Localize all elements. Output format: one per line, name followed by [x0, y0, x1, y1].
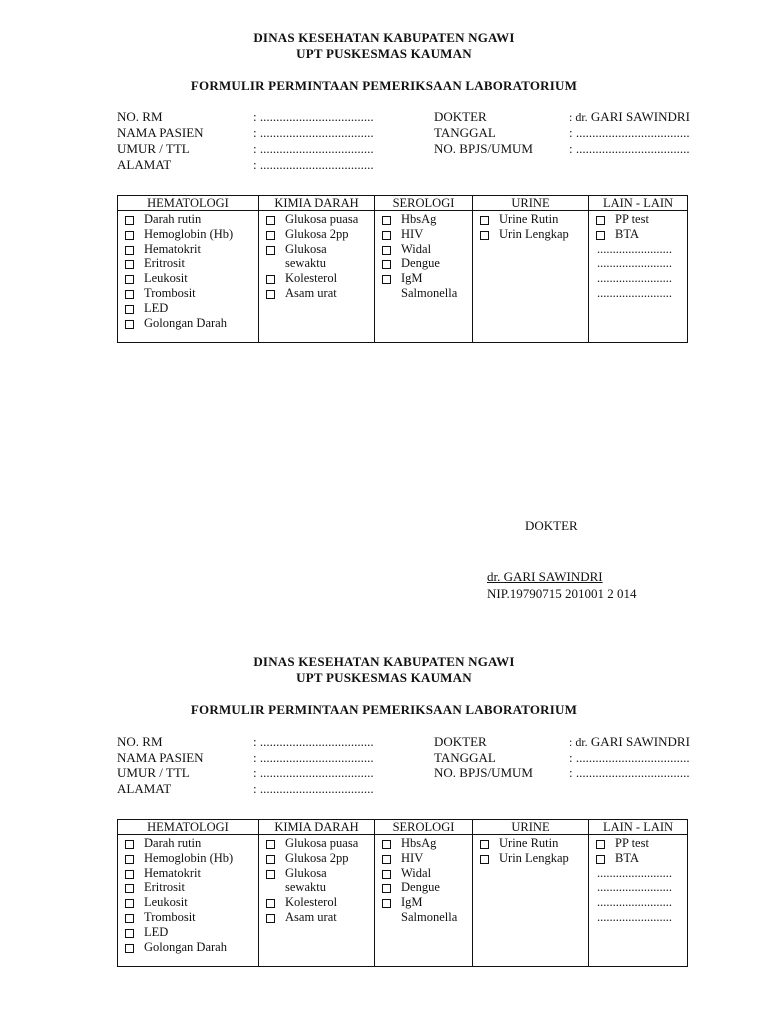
- checkbox-icon[interactable]: [266, 870, 275, 879]
- item-label: Hematokrit: [144, 865, 201, 880]
- checkbox-item[interactable]: [381, 880, 468, 895]
- form-title: FORMULIR PERMINTAAN PEMERIKSAAN LABORATORIUM: [190, 702, 578, 717]
- lab-table: [117, 819, 688, 967]
- checkbox-icon[interactable]: [125, 884, 134, 893]
- tanggal-field[interactable]: : ...................................: [569, 750, 690, 765]
- checkbox-icon[interactable]: [382, 231, 391, 240]
- label-nama-pasien: NAMA PASIEN: [117, 125, 204, 140]
- item-label: LED: [144, 300, 169, 315]
- checkbox-item[interactable]: [124, 301, 254, 316]
- checkbox-icon[interactable]: [596, 216, 605, 225]
- item-label: Kolesterol: [285, 895, 338, 910]
- checkbox-icon[interactable]: [266, 290, 275, 299]
- checkbox-icon[interactable]: [266, 899, 275, 908]
- item-label: Darah rutin: [144, 836, 202, 850]
- label-tanggal: TANGGAL: [434, 750, 496, 765]
- checkbox-icon[interactable]: [125, 260, 134, 269]
- checkbox-item[interactable]: [265, 866, 370, 896]
- checkbox-item[interactable]: [124, 836, 254, 851]
- item-label: Glukosa puasa: [285, 836, 359, 850]
- blank-line[interactable]: ........................: [597, 241, 672, 256]
- checkbox-icon[interactable]: [125, 840, 134, 849]
- header-urine: URINE: [473, 820, 589, 835]
- item-label: BTA: [615, 850, 639, 865]
- blank-line[interactable]: ........................: [597, 909, 672, 924]
- checkbox-icon[interactable]: [596, 840, 605, 849]
- blank-line[interactable]: ........................: [597, 895, 672, 910]
- puskesmas-title: UPT PUSKESMAS KAUMAN: [296, 670, 472, 685]
- checkbox-item[interactable]: [381, 271, 468, 301]
- item-label: BTA: [615, 226, 639, 241]
- item-label: IgM Salmonella: [401, 895, 458, 924]
- dokter-name: GARI SAWINDRI: [590, 109, 690, 124]
- checkbox-item[interactable]: [124, 925, 254, 940]
- no-rm-field[interactable]: : ...................................: [253, 109, 374, 124]
- tanggal-field[interactable]: : ...................................: [569, 125, 690, 140]
- checkbox-icon[interactable]: [125, 855, 134, 864]
- checkbox-item[interactable]: [265, 836, 370, 851]
- item-label: Eritrosit: [144, 880, 185, 895]
- checkbox-item[interactable]: [265, 286, 370, 301]
- checkbox-item[interactable]: [124, 286, 254, 301]
- checkbox-icon[interactable]: [596, 231, 605, 240]
- checkbox-item[interactable]: [265, 212, 370, 227]
- checkbox-item[interactable]: [381, 895, 468, 925]
- checkbox-icon[interactable]: [382, 275, 391, 284]
- col-hematologi: [118, 835, 259, 967]
- umur-field[interactable]: : ...................................: [253, 141, 374, 156]
- label-tanggal: TANGGAL: [434, 125, 496, 140]
- item-label: Glukosa puasa: [285, 212, 359, 226]
- no-rm-field[interactable]: : ...................................: [253, 734, 374, 749]
- agency-title: DINAS KESEHATAN KABUPATEN NGAWI: [253, 30, 515, 45]
- checkbox-icon[interactable]: [266, 275, 275, 284]
- checkbox-icon[interactable]: [125, 231, 134, 240]
- signature-prefix: dr.: [487, 569, 501, 584]
- item-label: PP test: [615, 212, 649, 226]
- checkbox-item[interactable]: [381, 227, 468, 242]
- item-label: Trombosit: [144, 909, 196, 924]
- header-lain-lain: LAIN - LAIN: [589, 196, 688, 211]
- item-label: Eritrosit: [144, 256, 185, 271]
- checkbox-icon[interactable]: [266, 840, 275, 849]
- alamat-field[interactable]: : ...................................: [253, 157, 374, 172]
- header-kimia-darah: KIMIA DARAH: [259, 820, 375, 835]
- checkbox-icon[interactable]: [125, 899, 134, 908]
- label-umur: UMUR / TTL: [117, 765, 190, 780]
- puskesmas-title: UPT PUSKESMAS KAUMAN: [296, 46, 472, 61]
- checkbox-icon[interactable]: [480, 216, 489, 225]
- checkbox-item[interactable]: [381, 256, 468, 271]
- checkbox-item[interactable]: [595, 212, 683, 227]
- label-no-rm: NO. RM: [117, 734, 163, 749]
- dokter-name: GARI SAWINDRI: [590, 734, 690, 749]
- item-label: Hemoglobin (Hb): [144, 226, 234, 241]
- item-label: Dengue: [401, 880, 440, 895]
- checkbox-item[interactable]: [265, 227, 370, 242]
- nama-pasien-field[interactable]: : ...................................: [253, 750, 374, 765]
- dokter-prefix: : dr.: [569, 110, 588, 124]
- checkbox-icon[interactable]: [596, 855, 605, 864]
- checkbox-item[interactable]: [595, 227, 683, 242]
- checkbox-item[interactable]: [124, 227, 254, 242]
- signature-nip: NIP.19790715 201001 2 014: [487, 586, 637, 601]
- label-no-rm: NO. RM: [117, 109, 163, 124]
- bpjs-field[interactable]: : ...................................: [569, 141, 690, 156]
- item-label: Leukosit: [144, 895, 188, 910]
- checkbox-icon[interactable]: [125, 929, 134, 938]
- checkbox-icon[interactable]: [125, 246, 134, 255]
- item-label: Kolesterol: [285, 271, 338, 286]
- checkbox-icon[interactable]: [382, 840, 391, 849]
- checkbox-icon[interactable]: [125, 870, 134, 879]
- item-label: HIV: [401, 226, 424, 241]
- label-alamat: ALAMAT: [117, 157, 172, 172]
- item-label: Leukosit: [144, 271, 188, 286]
- nama-pasien-field[interactable]: : ...................................: [253, 125, 374, 140]
- checkbox-item[interactable]: [479, 851, 584, 866]
- item-label: Glukosa 2pp: [285, 226, 349, 241]
- item-label: Asam urat: [285, 909, 337, 924]
- checkbox-icon[interactable]: [382, 246, 391, 255]
- label-bpjs: NO. BPJS/UMUM: [434, 765, 533, 780]
- checkbox-item[interactable]: [124, 880, 254, 895]
- checkbox-icon[interactable]: [382, 855, 391, 864]
- umur-field[interactable]: : ...................................: [253, 765, 374, 780]
- checkbox-item[interactable]: [124, 851, 254, 866]
- item-label: IgM Salmonella: [401, 271, 458, 300]
- blank-line[interactable]: ........................: [597, 271, 672, 286]
- checkbox-icon[interactable]: [125, 290, 134, 299]
- checkbox-icon[interactable]: [480, 231, 489, 240]
- signature-name: [487, 569, 603, 585]
- checkbox-item[interactable]: [381, 836, 468, 851]
- header-urine: URINE: [473, 196, 589, 211]
- bpjs-field[interactable]: : ...................................: [569, 765, 690, 780]
- item-label: Urine Rutin: [499, 212, 559, 226]
- item-label: HIV: [401, 850, 424, 865]
- checkbox-item[interactable]: [381, 212, 468, 227]
- checkbox-item[interactable]: [479, 836, 584, 851]
- item-label: Hematokrit: [144, 241, 201, 256]
- checkbox-item[interactable]: [124, 316, 254, 331]
- checkbox-item[interactable]: [479, 227, 584, 242]
- item-label: Urin Lengkap: [499, 850, 569, 865]
- item-label: Hemoglobin (Hb): [144, 850, 234, 865]
- item-label: Golongan Darah: [144, 315, 227, 330]
- item-label: Trombosit: [144, 285, 196, 300]
- agency-title: DINAS KESEHATAN KABUPATEN NGAWI: [253, 654, 515, 669]
- signature-name-text: GARI SAWINDRI: [503, 569, 603, 584]
- blank-line[interactable]: ........................: [597, 256, 672, 271]
- col-lain-lain: [589, 835, 688, 967]
- form-title: FORMULIR PERMINTAAN PEMERIKSAAN LABORATORIUM: [190, 78, 578, 93]
- item-label: Urin Lengkap: [499, 226, 569, 241]
- col-urine: [473, 835, 589, 967]
- label-alamat: ALAMAT: [117, 781, 172, 796]
- item-label: Glukosa sewaktu: [285, 241, 327, 271]
- checkbox-icon[interactable]: [125, 914, 134, 923]
- checkbox-item[interactable]: [265, 895, 370, 910]
- header-kimia-darah: KIMIA DARAH: [259, 196, 375, 211]
- checkbox-icon[interactable]: [382, 870, 391, 879]
- item-label: HbsAg: [401, 212, 437, 226]
- checkbox-icon[interactable]: [480, 840, 489, 849]
- header-hematologi: HEMATOLOGI: [118, 820, 259, 835]
- label-bpjs: NO. BPJS/UMUM: [434, 141, 533, 156]
- checkbox-item[interactable]: [124, 256, 254, 271]
- col-serologi: [375, 211, 473, 343]
- checkbox-item[interactable]: [265, 271, 370, 286]
- label-dokter: DOKTER: [434, 109, 487, 124]
- item-label: Urine Rutin: [499, 836, 559, 850]
- checkbox-icon[interactable]: [125, 275, 134, 284]
- item-label: Golongan Darah: [144, 939, 227, 954]
- item-label: Widal: [401, 865, 432, 880]
- label-dokter: DOKTER: [434, 734, 487, 749]
- checkbox-item[interactable]: [265, 851, 370, 866]
- header-serologi: SEROLOGI: [375, 820, 473, 835]
- checkbox-icon[interactable]: [266, 855, 275, 864]
- checkbox-item[interactable]: [595, 851, 683, 866]
- checkbox-icon[interactable]: [480, 855, 489, 864]
- col-hematologi: [118, 211, 259, 343]
- checkbox-item[interactable]: [265, 242, 370, 272]
- col-lain-lain: [589, 211, 688, 343]
- item-label: Glukosa sewaktu: [285, 865, 327, 895]
- blank-line[interactable]: ........................: [597, 880, 672, 895]
- checkbox-item[interactable]: [479, 212, 584, 227]
- checkbox-item[interactable]: [124, 910, 254, 925]
- col-kimia-darah: [259, 835, 375, 967]
- checkbox-item[interactable]: [265, 910, 370, 925]
- checkbox-icon[interactable]: [382, 899, 391, 908]
- header-serologi: SEROLOGI: [375, 196, 473, 211]
- item-label: Dengue: [401, 256, 440, 271]
- blank-line[interactable]: ........................: [597, 285, 672, 300]
- item-label: Darah rutin: [144, 212, 202, 226]
- checkbox-icon[interactable]: [125, 216, 134, 225]
- checkbox-item[interactable]: [124, 212, 254, 227]
- label-umur: UMUR / TTL: [117, 141, 190, 156]
- checkbox-icon[interactable]: [266, 914, 275, 923]
- item-label: PP test: [615, 836, 649, 850]
- checkbox-item[interactable]: [124, 271, 254, 286]
- checkbox-icon[interactable]: [382, 884, 391, 893]
- blank-line[interactable]: ........................: [597, 865, 672, 880]
- checkbox-item[interactable]: [381, 242, 468, 257]
- checkbox-item[interactable]: [381, 866, 468, 881]
- item-label: LED: [144, 924, 169, 939]
- checkbox-icon[interactable]: [382, 216, 391, 225]
- checkbox-item[interactable]: [595, 836, 683, 851]
- checkbox-icon[interactable]: [125, 944, 134, 953]
- item-label: HbsAg: [401, 836, 437, 850]
- checkbox-item[interactable]: [381, 851, 468, 866]
- checkbox-item[interactable]: [124, 895, 254, 910]
- checkbox-item[interactable]: [124, 866, 254, 881]
- col-kimia-darah: [259, 211, 375, 343]
- col-urine: [473, 211, 589, 343]
- lab-table: [117, 195, 688, 343]
- checkbox-item[interactable]: [124, 940, 254, 955]
- checkbox-icon[interactable]: [266, 231, 275, 240]
- checkbox-icon[interactable]: [266, 216, 275, 225]
- checkbox-item[interactable]: [124, 242, 254, 257]
- checkbox-icon[interactable]: [382, 260, 391, 269]
- item-label: Widal: [401, 241, 432, 256]
- label-nama-pasien: NAMA PASIEN: [117, 750, 204, 765]
- col-serologi: [375, 835, 473, 967]
- item-label: Asam urat: [285, 285, 337, 300]
- checkbox-icon[interactable]: [125, 305, 134, 314]
- dokter-value: [569, 109, 690, 125]
- dokter-value: [569, 734, 690, 750]
- header-lain-lain: LAIN - LAIN: [589, 820, 688, 835]
- alamat-field[interactable]: : ...................................: [253, 781, 374, 796]
- checkbox-icon[interactable]: [125, 320, 134, 329]
- item-label: Glukosa 2pp: [285, 850, 349, 865]
- signature-role: DOKTER: [525, 518, 578, 533]
- checkbox-icon[interactable]: [266, 246, 275, 255]
- header-hematologi: HEMATOLOGI: [118, 196, 259, 211]
- dokter-prefix: : dr.: [569, 735, 588, 749]
